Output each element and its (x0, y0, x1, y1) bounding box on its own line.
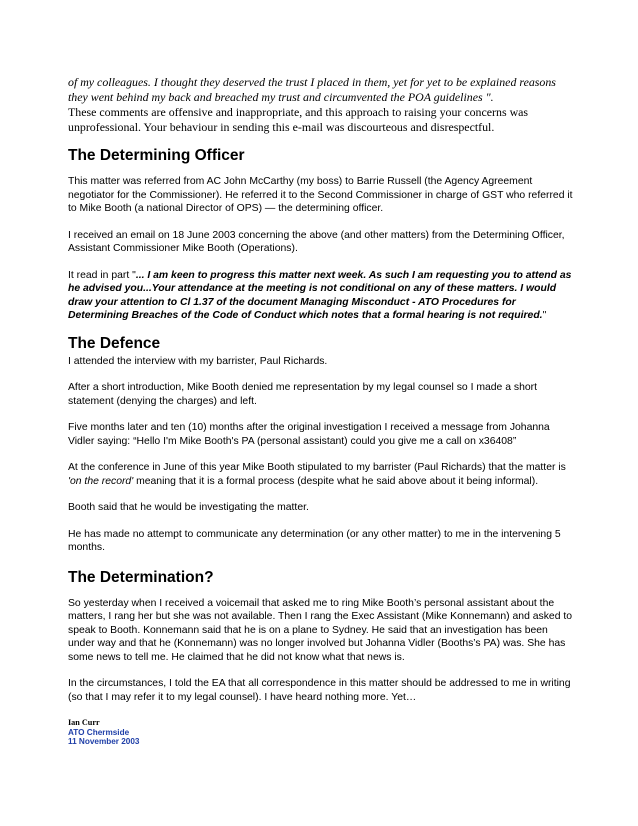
signature-block (68, 718, 573, 747)
defence-paragraph-4 (68, 461, 573, 488)
p4-italic: 'on the record' (68, 475, 134, 487)
p4-a: At the conference in June of this year Mike Booth stipulated to my barrister (Paul Richards) that the matter is (68, 462, 566, 473)
p3-lead: It read in part " (68, 269, 136, 281)
p4-b: meaning that it is a formal process (despite what he said above about it being informal). (133, 475, 539, 487)
email-quote: ... I am keen to progress this matter next week. As such I am requesting you to attend as he advised you...Your attendance at the meeting is not conditional on any of these matters. I would draw your attention to Cl 1.37 of the document Managing Misconduct - ATO Procedures for Determining Breaches of the Code of Conduct which notes that a formal hearing is not required. (68, 269, 572, 321)
intro-quote: of my colleagues. I thought they deserved the trust I placed in them, yet for yet to be explained reasons they went behind my back and breached my trust and circumvented the POA guidelines ". (68, 75, 556, 104)
signature-name: Ian Curr (68, 718, 100, 727)
section-heading-determining-officer: The Determining Officer (68, 147, 245, 164)
defence-paragraph-6: He has made no attempt to communicate any determination (or any other matter) to me in the intervening 5 months. (68, 528, 561, 553)
defence-paragraph-1: I attended the interview with my barrister, Paul Richards. (68, 355, 328, 367)
defence-paragraph-5: Booth said that he would be investigating the matter. (68, 502, 309, 513)
defence-paragraph-3: Five months later and ten (10) months after the original investigation I received a message from Johanna Vidler saying: “Hello I'm Mike Booth's PA (personal assistant) could you give me a call on x36408” (68, 422, 550, 447)
determining-officer-paragraph-2: I received an email on 18 June 2003 concerning the above (and other matters) from the Determining Officer, Assistant Commissioner Mike Booth (Operations). (68, 229, 565, 254)
section-heading-defence: The Defence (68, 334, 161, 352)
signature-date: 11 November 2003 (68, 737, 140, 746)
signature-place: ATO Chermside (68, 727, 130, 737)
determining-officer-paragraph-1: This matter was referred from AC John McCarthy (my boss) to Barrie Russell (the Agency Agreement negotiator for the Commissioner). He referred it to the Second Commissioner in charge of GST who referred it to Mike Booth (a national Director of OPS) — the determining officer. (68, 176, 573, 214)
determining-officer-paragraph-3 (68, 269, 573, 323)
intro-response: These comments are offensive and inappropriate, and this approach to raising your concerns was unprofessional. Your behaviour in sending this e-mail was discourteous and disrespectful. (68, 105, 529, 134)
section-heading-determination: The Determination? (68, 568, 214, 586)
determination-paragraph-1: So yesterday when I received a voicemail that asked me to ring Mike Booth’s personal assistant about the matters, I rang her but she was not available. Then I rang the Exec Assistant (Mike Konnemann) and asked to speak to Booth. Konnemann said that he is on a plane to Sydney. He said that an investigation has been under way and that he (Konnemann) was no longer involved but Johanna Vidler (Booths’s PA) was. She has some news to tell me. He claimed that he did not know what that news is. (68, 597, 573, 663)
document-page (68, 72, 573, 747)
defence-paragraph-2: After a short introduction, Mike Booth denied me representation by my legal counsel so I made a short statement (denying the charges) and left. (68, 382, 537, 407)
p3-end: " (542, 310, 547, 321)
determination-paragraph-2: In the circumstances, I told the EA that all correspondence in this matter should be addressed to me in writing (so that I may refer it to my legal counsel). I have heard nothing more. Yet… (68, 678, 571, 703)
